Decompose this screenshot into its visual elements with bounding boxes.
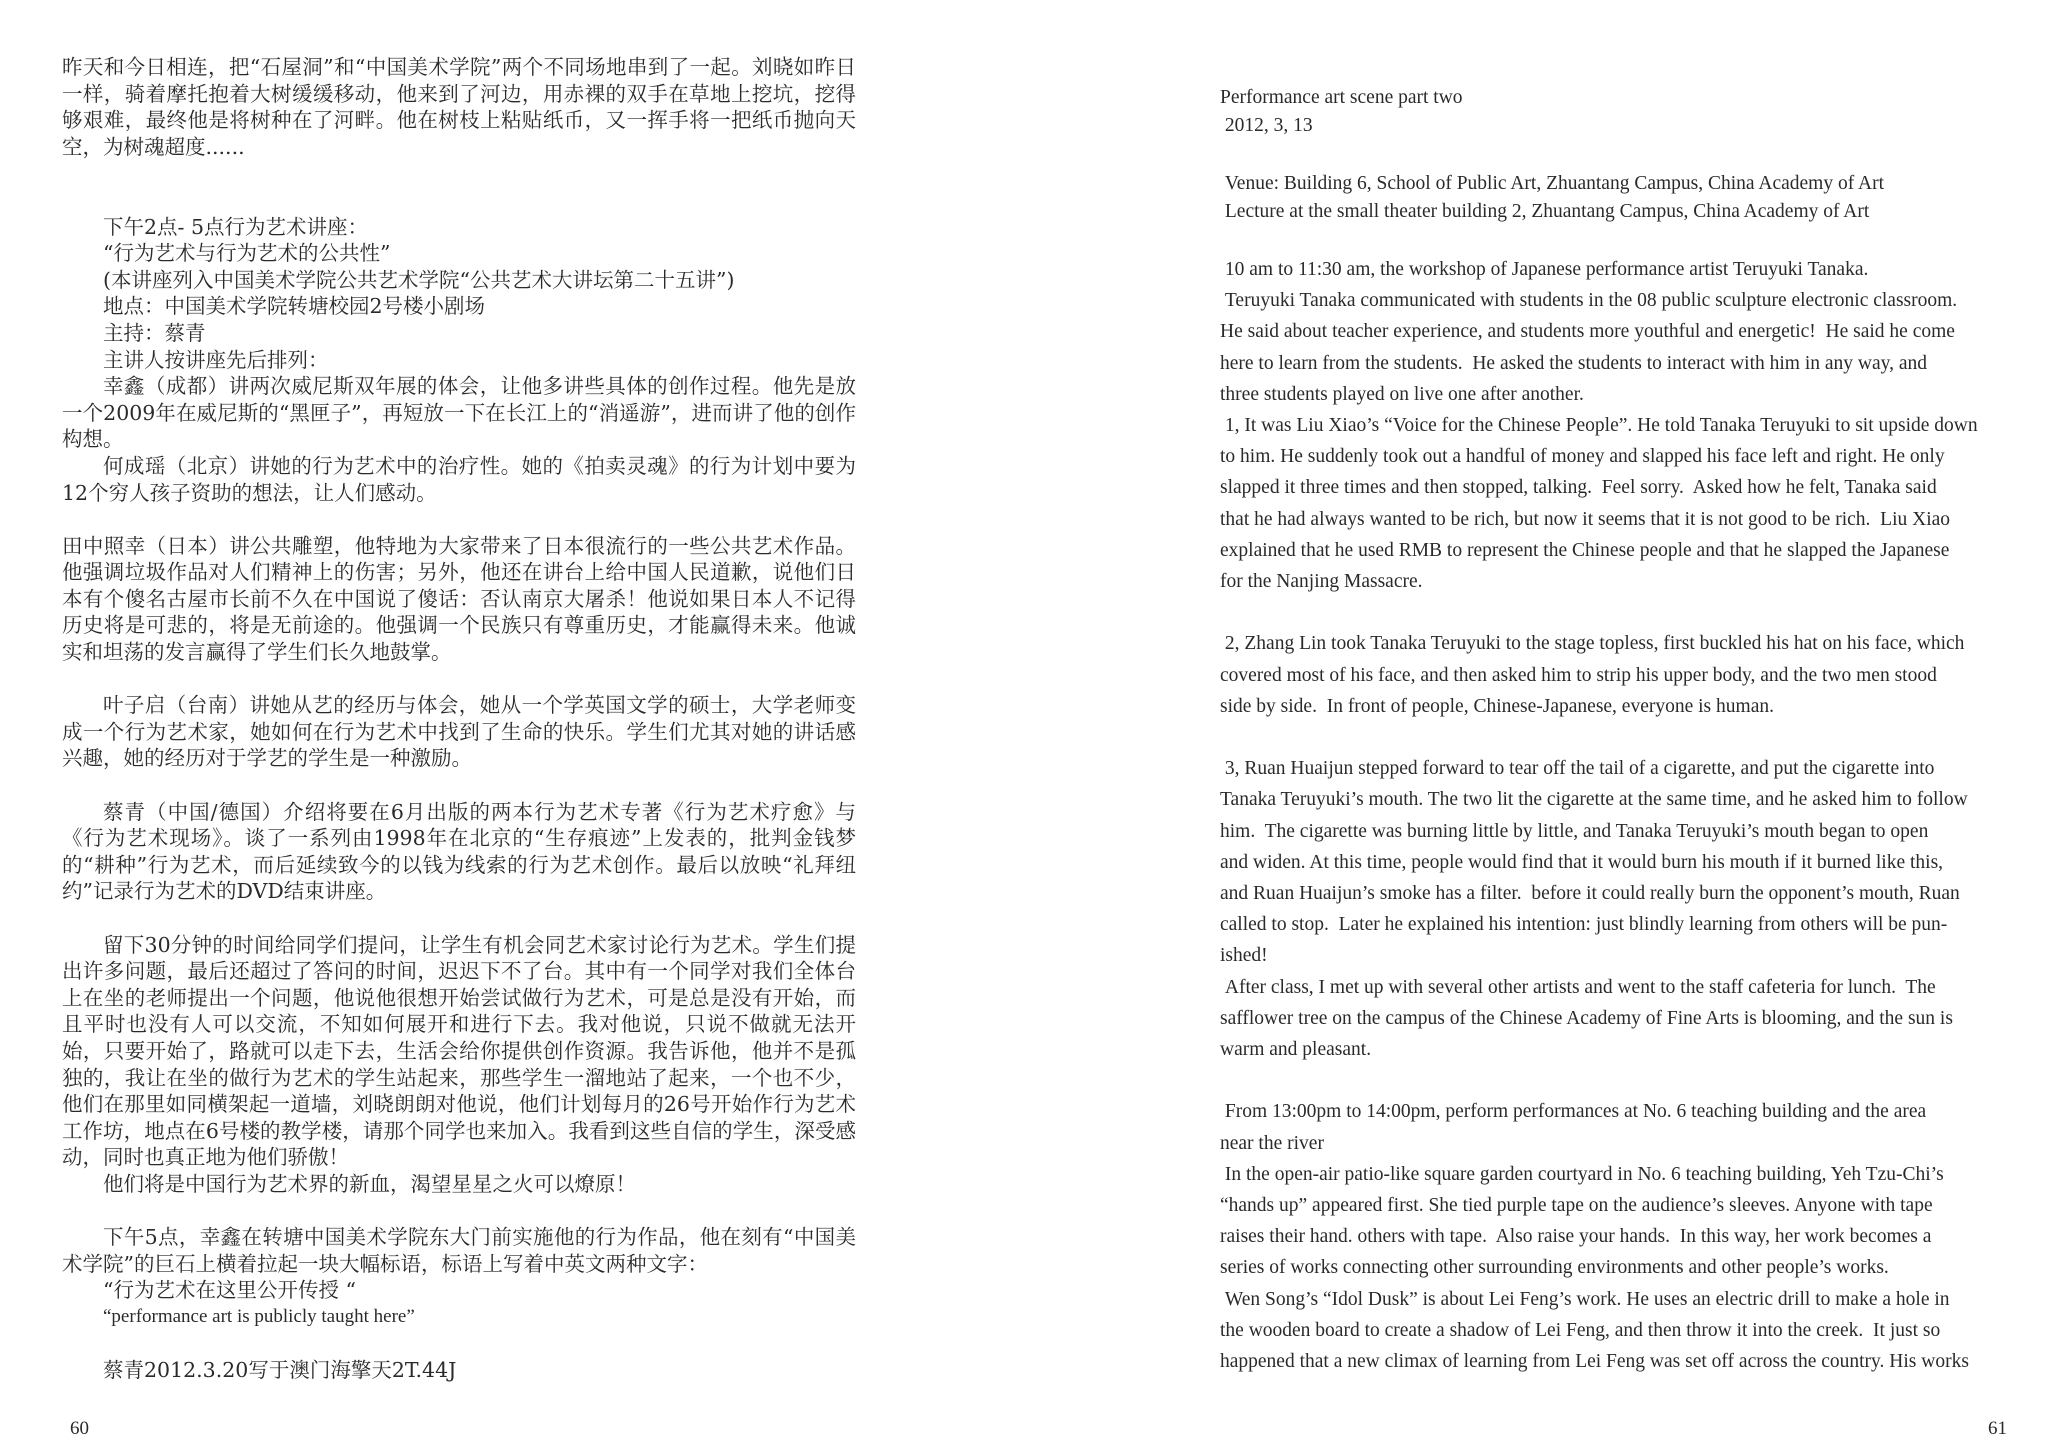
paragraph-tree-performance: 昨天和今日相连，把“石屋洞”和“中国美术学院”两个不同场地串到了一起。刘晓如昨日一样，骑着摩托抱着大树缓缓移动，他来到了河边，用赤裸的双手在草地上挖坑，挖得够艰难，最终他是将树种在了河畔。他在树枝上粘贴纸币，又一挥手将一把纸币抛向天空，为树魂超度...... <box>62 55 856 159</box>
item-1-line: for the Nanjing Massacre. <box>1220 571 1423 593</box>
banner-text-english: “performance art is publicly taught here” <box>103 1305 415 1327</box>
lecture-host: 主持：蔡青 <box>103 320 206 345</box>
item-3-line: and widen. At this time, people would find that it would burn his mouth if it burned like this, <box>1220 851 1944 873</box>
item-3-line: warm and pleasant. <box>1220 1039 1372 1061</box>
afternoon-line: “hands up” appeared first. She tied purple tape on the audience’s sleeves. Anyone with tape <box>1220 1195 1933 1217</box>
item-3-line: Tanaka Teruyuki’s mouth. The two lit the cigarette at the same time, and he asked him to follow <box>1220 789 1968 811</box>
item-2-section <box>1220 628 2040 722</box>
right-text-column <box>1220 84 2040 140</box>
lecture-title: “行为艺术与行为艺术的公共性” <box>103 241 391 266</box>
venue-line: Venue: Building 6, School of Public Art, Zhuantang Campus, China Academy of Art <box>1220 173 1885 194</box>
right-body <box>1220 170 2040 1377</box>
paragraph-ye-ziqi: 叶子启（台南）讲她从艺的经历与体会，她从一个学英国文学的硕士，大学老师变成一个行为艺术家，她如何在行为艺术中找到了生命的快乐。学生们尤其对她的讲话感兴趣，她的经历对于学艺的学生是一种激励。 <box>62 693 856 771</box>
afternoon-line: Wen Song’s “Idol Dusk” is about Lei Feng’s work. He uses an electric drill to make a hole in <box>1220 1288 1950 1310</box>
afternoon-line: In the open-air patio-like square garden courtyard in No. 6 teaching building, Yeh Tzu-Chi’s <box>1220 1163 1944 1185</box>
right-page <box>1024 0 2048 1449</box>
page-number-right: 61 <box>1988 1418 2007 1439</box>
workshop-line: He said about teacher experience, and students more youthful and energetic! He said he come <box>1220 321 1955 343</box>
item-3-line: him. The cigarette was burning little by little, and Tanaka Teruyuki’s mouth began to open <box>1220 820 1929 842</box>
item-1-line: slapped it three times and then stopped, talking. Feel sorry. Asked how he felt, Tanaka said <box>1220 477 1937 499</box>
paragraph-5pm-performance: 下午5点，幸鑫在转塘中国美术学院东大门前实施他的行为作品，他在刻有“中国美术学院”的巨石上横着拉起一块大幅标语，标语上写着中英文两种文字： <box>62 1225 856 1276</box>
item-1-line: that he had always wanted to be rich, but now it seems that it is not good to be rich. Liu Xiao <box>1220 508 1951 530</box>
lecture-note: (本讲座列入中国美术学院公共艺术学院“公共艺术大讲坛第二十五讲”) <box>103 267 735 292</box>
article-title: Performance art scene part two <box>1220 87 1463 108</box>
item-3-line: 3, Ruan Huaijun stepped forward to tear off the tail of a cigarette, and put the cigarette into <box>1220 758 1935 780</box>
item-3-line: called to stop. Later he explained his intention: just blindly learning from others will be pun- <box>1220 914 1948 936</box>
signature-line: 蔡青2012.3.20写于澳门海擎天2T.44J <box>103 1358 457 1383</box>
workshop-line: 10 am to 11:30 am, the workshop of Japanese performance artist Teruyuki Tanaka. <box>1220 259 1869 280</box>
paragraph-cai-qing: 蔡青（中国/德国）介绍将要在6月出版的两本行为艺术专著《行为艺术疗愈》与《行为艺术现场》。谈了一系列由1998年在北京的“生存痕迹”上发表的，批判金钱梦的“耕种”行为艺术，而后延续致今的以钱为线索的行为艺术创作。最后以放映“礼拜纽约”记录行为艺术的DVD结束讲座。 <box>62 799 856 904</box>
banner-text-chinese: “行为艺术在这里公开传授 “ <box>103 1278 356 1303</box>
item-2-line: side by side. In front of people, Chinese-Japanese, everyone is human. <box>1220 695 1774 717</box>
afternoon-line: the wooden board to create a shadow of Lei Feng, and then throw it into the creek. It just so <box>1220 1319 1941 1341</box>
paragraph-new-blood: 他们将是中国行为艺术界的新血，渴望星星之火可以燎原！ <box>103 1171 636 1196</box>
workshop-line: Teruyuki Tanaka communicated with students in the 08 public sculpture electronic classroom. <box>1220 290 1958 312</box>
item-2-line: covered most of his face, and then asked him to strip his upper body, and the two men stood <box>1220 664 1937 686</box>
afternoon-line: raises their hand. others with tape. Also raise your hands. In this way, her work becomes a <box>1220 1226 1932 1248</box>
item-3-line: and Ruan Huaijun’s smoke has a filter. before it could really burn the opponent’s mouth, Ruan <box>1220 883 1960 905</box>
item-1-line: explained that he used RMB to represent the Chinese people and that he slapped the Japanese <box>1220 539 1950 561</box>
lecture-venue: 地点：中国美术学院转塘校园2号楼小剧场 <box>103 294 486 319</box>
workshop-line: three students played on live one after another. <box>1220 383 1584 405</box>
workshop-line: here to learn from the students. He asked the students to interact with him in any way, and <box>1220 352 1928 374</box>
page-number-left: 60 <box>70 1418 89 1439</box>
paragraph-question-answer: 留下30分钟的时间给同学们提问，让学生有机会同艺术家讨论行为艺术。学生们提出许多问题，最后还超过了答问的时间，迟迟下不了台。其中有一个同学对我们全体台上在坐的老师提出一个问题，他说他很想开始尝试做行为艺术，可是总是没有开始，而且平时也没有人可以交流，不知如何展开和进行下去。我对他说，只说不做就无法开始，只要开始了，路就可以走下去，生活会给你提供创作资源。我告诉他，他并不是孤独的，我让在坐的做行为艺术的学生站起来，那些学生一溜地站了起来，一个也不少，他们在那里如同横架起一道墙，刘晓朗朗对他说，他们计划每月的26号开始作行为艺术工作坊，地点在6号楼的教学楼，请那个同学也来加入。我看到这些自信的学生，深受感动，同时也真正地为他们骄傲！ <box>62 932 856 1170</box>
afternoon-line: near the river <box>1220 1132 1324 1154</box>
article-date: 2012, 3, 13 <box>1220 115 1313 136</box>
item-1-section <box>1220 410 2040 597</box>
item-3-section <box>1220 753 2040 1065</box>
afternoon-line: From 13:00pm to 14:00pm, perform performances at No. 6 teaching building and the area <box>1220 1101 1927 1123</box>
afternoon-line: series of works connecting other surrounding environments and other people’s works. <box>1220 1257 1889 1279</box>
item-1-line: to him. He suddenly took out a handful of money and slapped his face left and right. He only <box>1220 446 1945 468</box>
paragraph-xinxin: 幸鑫（成都）讲两次威尼斯双年展的体会，让他多讲些具体的创作过程。他先是放一个2009年在威尼斯的“黑匣子”，再短放一下在长江上的“消遥游”，进而讲了他的创作构想。 <box>62 374 856 452</box>
lecture-speaker-order: 主讲人按讲座先后排列： <box>103 347 329 372</box>
workshop-section <box>1220 254 2040 410</box>
paragraph-tanaka: 田中照幸（日本）讲公共雕塑，他特地为大家带来了日本很流行的一些公共艺术作品。他强调垃圾作品对人们精神上的伤害；另外，他还在讲台上给中国人民道歉，说他们日本有个傻名古屋市长前不久在中国说了傻话：否认南京大屠杀！他说如果日本人不记得历史将是可悲的，将是无前途的。他强调一个民族只有尊重历史，才能赢得未来。他诚实和坦荡的发言赢得了学生们长久地鼓掌。 <box>62 533 856 665</box>
afternoon-line: happened that a new climax of learning from Lei Feng was set off across the country. His works <box>1220 1351 1969 1373</box>
left-text-column <box>62 54 856 1384</box>
afternoon-section <box>1220 1096 2040 1377</box>
lecture-venue-line: Lecture at the small theater building 2, Zhuantang Campus, China Academy of Art <box>1220 201 1870 222</box>
item-2-line: 2, Zhang Lin took Tanaka Teruyuki to the stage topless, first buckled his hat on his face, which <box>1220 633 1965 655</box>
item-1-line: 1, It was Liu Xiao’s “Voice for the Chinese People”. He told Tanaka Teruyuki to sit upside down <box>1220 415 1978 437</box>
item-3-line: After class, I met up with several other artists and went to the staff cafeteria for lunch. The <box>1220 976 1936 998</box>
item-3-line: safflower tree on the campus of the Chinese Academy of Fine Arts is blooming, and the sun is <box>1220 1007 1953 1029</box>
item-3-line: ished! <box>1220 945 1268 967</box>
lecture-time: 下午2点- 5点行为艺术讲座： <box>103 214 369 239</box>
paragraph-he-chengyao: 何成瑶（北京）讲她的行为艺术中的治疗性。她的《拍卖灵魂》的行为计划中要为12个穷人孩子资助的想法，让人们感动。 <box>62 453 856 505</box>
